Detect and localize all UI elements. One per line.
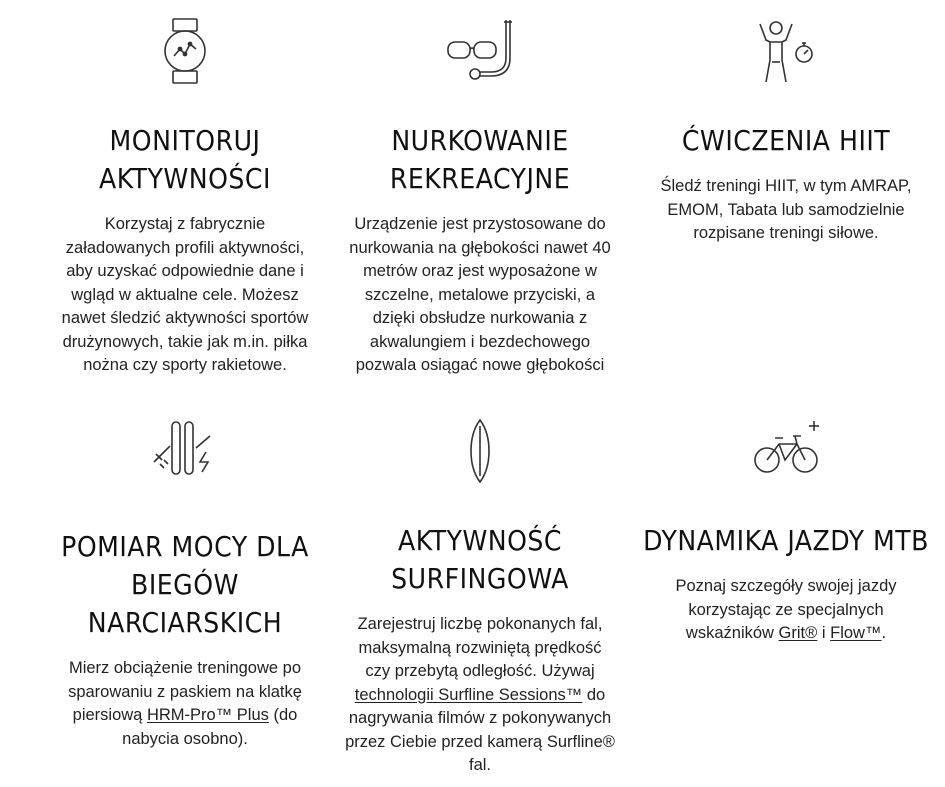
ski-power-icon [35, 418, 335, 476]
feature-description-line [35, 704, 335, 728]
desc-text: . [881, 624, 887, 642]
feature-title-line1: ĆWICZENIA HIIT [681, 124, 891, 157]
feature-activity-tracking [35, 18, 335, 378]
feature-description-line: Śledź treningi HIIT, w tym AMRAP, [660, 177, 912, 195]
hiit-workout-icon [636, 18, 936, 84]
feature-description-line: Mierz obciążenie treningowe po [68, 659, 302, 677]
feature-description-line: fal. [468, 756, 491, 774]
grit-link[interactable]: Grit® [778, 624, 818, 642]
feature-title-line2: BIEGÓW NARCIARSKICH [87, 568, 283, 639]
feature-title-line1: MONITORUJ [109, 124, 261, 157]
feature-description-line: czy przebytą odległość. Używaj [365, 662, 595, 680]
feature-ski-power [35, 418, 335, 751]
feature-description-line: metrów oraz jest wyposażone w [363, 262, 597, 280]
watch-activity-icon [35, 18, 335, 84]
feature-description-line: korzystając ze specjalnych [688, 600, 884, 619]
feature-description-line: nabycia osobno). [122, 729, 248, 748]
feature-mtb-dynamics [636, 418, 936, 646]
feature-description-line: maksymalną rozwiniętą prędkość [358, 638, 602, 657]
desc-text: (do [268, 706, 298, 724]
feature-description-line: EMOM, Tabata lub samodzielnie [667, 200, 905, 219]
feature-title-line1: AKTYWNOŚĆ [398, 524, 562, 557]
feature-description-line: nożna czy sporty rakietowe. [83, 356, 287, 374]
desc-text: piersiową [72, 706, 147, 724]
hrm-pro-plus-link[interactable]: HRM-Pro™ Plus [146, 706, 269, 724]
feature-description-line: przez Ciebie przed kamerą Surfline® [345, 732, 615, 751]
surfboard-icon [330, 418, 630, 484]
feature-description-line [330, 684, 630, 708]
surfline-sessions-link[interactable]: technologii Surfline Sessions™ [354, 685, 583, 704]
feature-description-line: sparowaniu z paskiem na klatkę [68, 682, 302, 701]
diving-mask-snorkel-icon [330, 18, 630, 84]
feature-description-line [636, 622, 936, 646]
feature-description-line: Zarejestruj liczbę pokonanych fal, [357, 615, 603, 633]
feature-description-line: Korzystaj z fabrycznie [104, 215, 266, 233]
feature-description-line: akwalungiem i bezdechowego [369, 332, 591, 351]
feature-description-line: nagrywania filmów z pokonywanych [348, 709, 612, 727]
feature-title-line1: NURKOWANIE [391, 124, 569, 157]
feature-description-line: pozwala osiągać nowe głębokości [355, 356, 605, 374]
feature-description-line: Urządzenie jest przystosowane do [354, 215, 606, 233]
desc-text: i [817, 624, 831, 642]
feature-description-line: rozpisane treningi siłowe. [693, 224, 879, 242]
mountain-bike-icon [636, 418, 936, 476]
feature-description-line: załadowanych profili aktywności, [65, 238, 305, 257]
feature-description-line: wgląd w aktualne cele. Możesz [71, 285, 299, 304]
feature-title-line1: POMIAR MOCY DLA [61, 530, 309, 563]
feature-description-line: szczelne, metalowe przyciski, a [364, 285, 596, 304]
feature-description-line: nawet śledzić aktywności sportów [61, 309, 309, 327]
feature-title-line2: REKREACYJNE [389, 162, 571, 195]
feature-title-line2: AKTYWNOŚCI [99, 162, 271, 195]
feature-description-line: dzięki obsłudze nurkowania z [372, 309, 588, 327]
feature-recreational-diving [330, 18, 630, 378]
feature-title-line1: DYNAMIKA JAZDY MTB [643, 524, 929, 557]
feature-description-line: aby uzyskać odpowiednie dane i [66, 262, 304, 280]
feature-title-line2: SURFINGOWA [391, 562, 569, 595]
desc-text: do [582, 685, 606, 704]
flow-link[interactable]: Flow™ [830, 624, 882, 642]
feature-hiit [636, 18, 936, 246]
feature-description-line: nurkowania na głębokości nawet 40 [349, 238, 611, 257]
desc-text: wskaźników [685, 624, 779, 642]
feature-description-line: Poznaj szczegóły swojej jazdy [675, 577, 897, 595]
feature-description-line: drużynowych, takie jak m.in. piłka [62, 332, 308, 351]
feature-surfing [330, 418, 630, 778]
